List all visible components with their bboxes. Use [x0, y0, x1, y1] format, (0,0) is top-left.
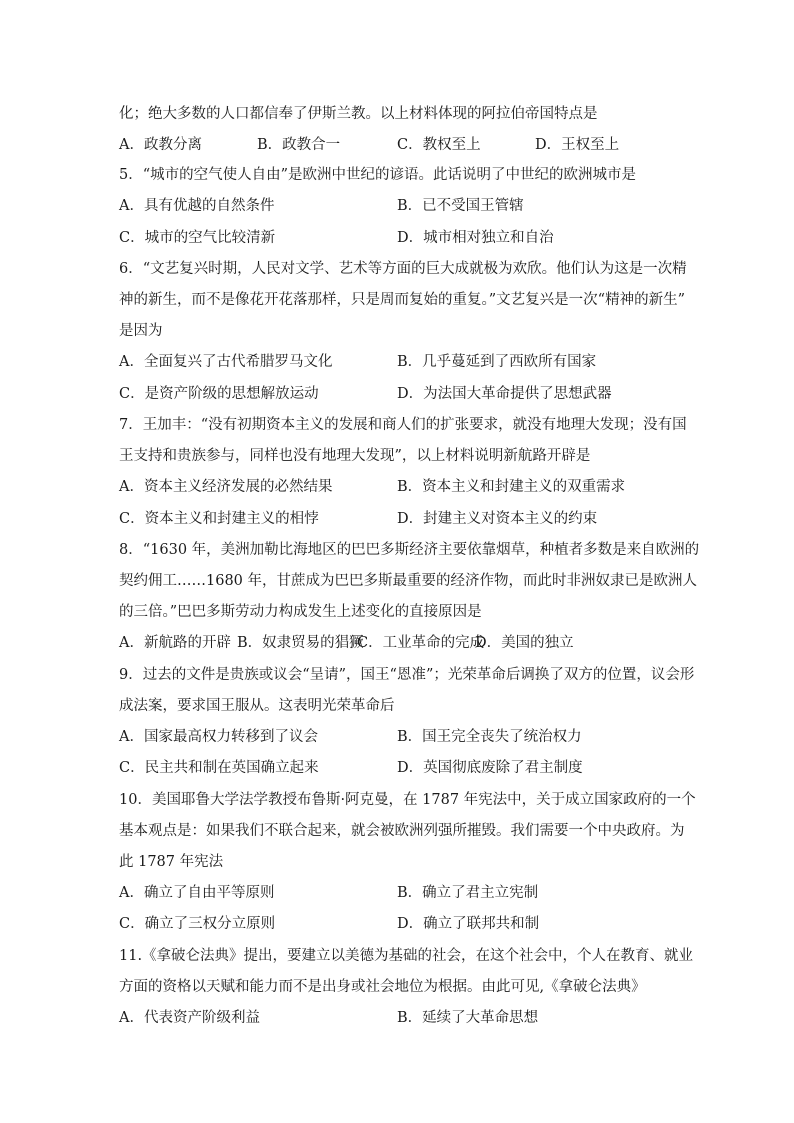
- q11-stem-line: 11.《拿破仑法典》提出，要建立以美德为基础的社会，在这个社会中，个人在教育、就业: [119, 948, 694, 964]
- q10-options-row2: [119, 914, 679, 934]
- q11-option-a[interactable]: A．代表资产阶级利益: [119, 1010, 260, 1026]
- q10-stem-line: 此 1787 年宪法: [119, 854, 224, 870]
- q6-option-d[interactable]: D．为法国大革命提供了思想武器: [397, 386, 612, 402]
- q5-stem-line: 5．“城市的空气使人自由”是欧洲中世纪的谚语。此话说明了中世纪的欧洲城市是: [119, 167, 637, 183]
- q9-options-row2: [119, 758, 679, 778]
- q8-stem-line: 的三倍。”巴巴多斯劳动力构成发生上述变化的直接原因是: [119, 604, 482, 620]
- q9-options-row1: [119, 727, 679, 747]
- q4-options: [119, 135, 679, 155]
- q7-stem-line: 7．王加丰：“没有初期资本主义的发展和商人们的扩张要求，就没有地理大发现；没有国: [119, 417, 687, 433]
- q6-option-a[interactable]: A．全面复兴了古代希腊罗马文化: [119, 354, 333, 370]
- q6-stem-line: 是因为: [119, 323, 163, 339]
- q8-stem-line: 8．“1630 年，美洲加勒比海地区的巴巴多斯经济主要依靠烟草，种植者多数是来自欧洲的: [119, 542, 700, 558]
- q8-option-a[interactable]: A．新航路的开辟: [119, 635, 231, 651]
- q6-options-row2: [119, 384, 679, 404]
- q6-option-c[interactable]: C．是资产阶级的思想解放运动: [119, 386, 319, 402]
- q9-option-c[interactable]: C．民主共和制在英国确立起来: [119, 760, 319, 776]
- q7-option-d[interactable]: D．封建主义对资本主义的约束: [397, 511, 598, 527]
- q8-option-b[interactable]: B．奴隶贸易的猖獗: [237, 635, 364, 651]
- q10-options-row1: [119, 883, 679, 903]
- q7-stem-line: 王支持和贵族参与，同样也没有地理大发现”，以上材料说明新航路开辟是: [119, 448, 591, 464]
- q5-options-row2: [119, 228, 679, 248]
- q4-option-d[interactable]: D．王权至上: [535, 137, 620, 153]
- q9-option-d[interactable]: D．英国彻底废除了君主制度: [397, 760, 583, 776]
- q7-option-a[interactable]: A．资本主义经济发展的必然结果: [119, 479, 333, 495]
- q10-option-a[interactable]: A．确立了自由平等原则: [119, 885, 275, 901]
- q9-option-b[interactable]: B．国王完全丧失了统治权力: [397, 729, 582, 745]
- q10-option-d[interactable]: D．确立了联邦共和制: [397, 916, 540, 932]
- q4-option-b[interactable]: B．政教合一: [257, 137, 341, 153]
- q4-stem-line: 化；绝大多数的人口都信奉了伊斯兰教。以上材料体现的阿拉伯帝国特点是: [119, 106, 598, 122]
- q5-option-b[interactable]: B．已不受国王管辖: [397, 198, 524, 214]
- q11-stem-line: 方面的资格以天赋和能力而不是出身或社会地位为根据。由此可见,《拿破仑法典》: [119, 979, 646, 995]
- q11-option-b[interactable]: B．延续了大革命思想: [397, 1010, 539, 1026]
- q10-stem-line: 基本观点是：如果我们不联合起来，就会被欧洲列强所摧毁。我们需要一个中央政府。为: [119, 823, 685, 839]
- q8-options: [119, 633, 679, 653]
- q6-option-b[interactable]: B．几乎蔓延到了西欧所有国家: [397, 354, 597, 370]
- q10-option-b[interactable]: B．确立了君主立宪制: [397, 885, 539, 901]
- q9-option-a[interactable]: A．国家最高权力转移到了议会: [119, 729, 318, 745]
- q11-options-row1: [119, 1008, 679, 1028]
- q7-option-b[interactable]: B．资本主义和封建主义的双重需求: [397, 479, 626, 495]
- q8-option-d[interactable]: D．美国的独立: [475, 635, 574, 651]
- q7-options-row1: [119, 477, 679, 497]
- q5-option-c[interactable]: C．城市的空气比较清新: [119, 230, 276, 246]
- q4-option-c[interactable]: C．教权至上: [397, 137, 481, 153]
- q6-options-row1: [119, 352, 679, 372]
- q5-options-row1: [119, 196, 679, 216]
- q8-option-c[interactable]: C．工业革命的完成: [357, 635, 485, 651]
- q5-option-d[interactable]: D．城市相对独立和自治: [397, 230, 554, 246]
- q8-stem-line: 契约佣工……1680 年，甘蔗成为巴巴多斯最重要的经济作物，而此时非洲奴隶已是欧洲人: [119, 573, 698, 589]
- q6-stem-line: 神的新生，而不是像花开花落那样，只是周而复始的重复。”文艺复兴是一次“精神的新生”: [119, 292, 685, 308]
- q4-option-a[interactable]: A．政教分离: [119, 137, 202, 153]
- q7-options-row2: [119, 509, 679, 529]
- q9-stem-line: 9．过去的文件是贵族或议会“呈请”，国王“恩准”；光荣革命后调换了双方的位置，议会形: [119, 667, 695, 683]
- q7-option-c[interactable]: C．资本主义和封建主义的相悖: [119, 511, 319, 527]
- q5-option-a[interactable]: A．具有优越的自然条件: [119, 198, 275, 214]
- q10-option-c[interactable]: C．确立了三权分立原则: [119, 916, 276, 932]
- q10-stem-line: 10．美国耶鲁大学法学教授布鲁斯·阿克曼，在 1787 年宪法中，关于成立国家政府的一个: [119, 792, 696, 808]
- q6-stem-line: 6．“文艺复兴时期，人民对文学、艺术等方面的巨大成就极为欢欣。他们认为这是一次精: [119, 261, 687, 277]
- q9-stem-line: 成法案，要求国王服从。这表明光荣革命后: [119, 698, 395, 714]
